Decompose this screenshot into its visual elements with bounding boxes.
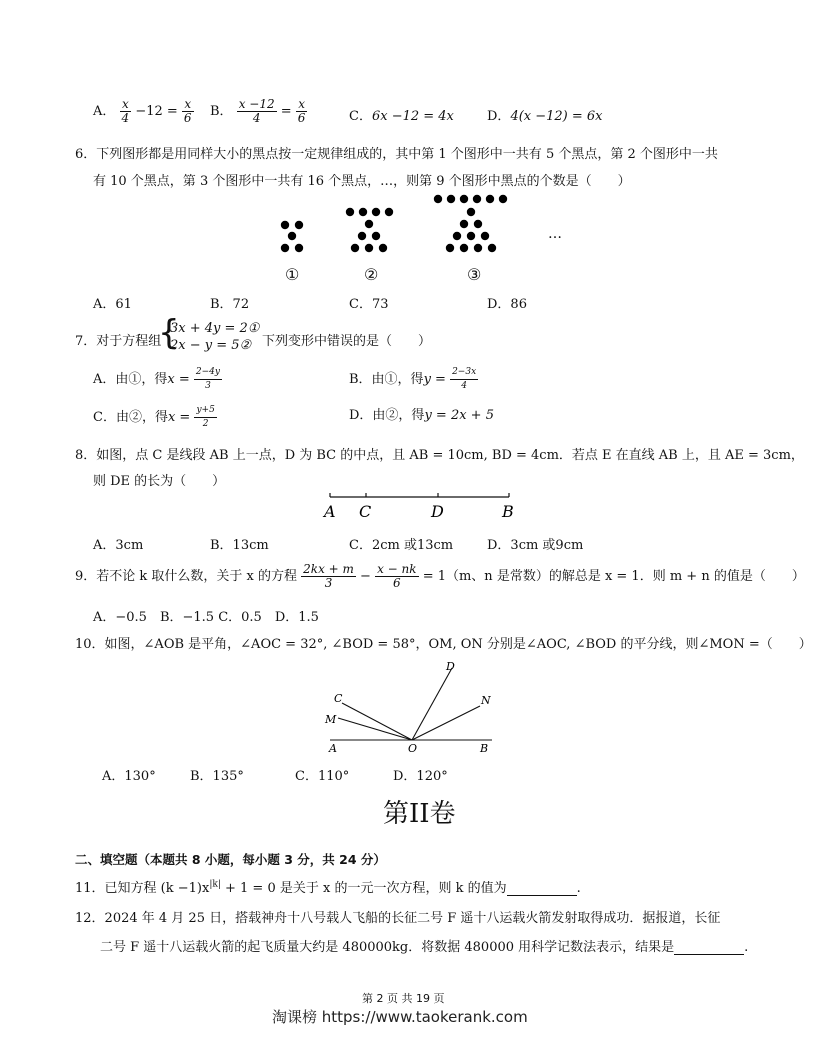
q10-point-a: A <box>329 742 337 755</box>
q11-answer-blank <box>507 883 577 896</box>
q10-point-b: B <box>480 742 489 755</box>
q12-text-line2: 二号 F 遥十八运载火箭的起飞质量大约是 480000kg．将数据 480000 用科学记数法表示，结果是 . <box>100 940 749 955</box>
q10-point-o: O <box>408 742 418 755</box>
q7-option-d: D．由②，得y = 2x + 5 <box>349 408 494 423</box>
q10-option-c: C．110° <box>295 769 350 784</box>
q10-point-m: M <box>325 713 337 726</box>
q6-fig-label-3: ③ <box>467 265 482 284</box>
q9-options: A．−0.5 B．−1.5 C．0.5 D．1.5 <box>93 610 319 625</box>
q6-option-b: B．72 <box>210 297 250 312</box>
q8-point-a: A <box>324 502 336 521</box>
q10-point-d: D <box>446 660 455 673</box>
q7-brace: { <box>158 313 180 353</box>
q5-option-a: A． $\frac{x}{4}$ −12 = $\frac{x}{6}$ <box>93 97 192 125</box>
q7-suffix: 下列变形中错误的是（ ） <box>262 334 432 349</box>
q6-option-d: D．86 <box>487 297 527 312</box>
q9-equation-line: 9．若不论 k 取什么数，关于 x 的方程 $\frac{2kx + m}{3}$ − $\frac{x - nk}{6}$ = 1（m、n 是常数）的解总是 x = 1．则 m + n 的值是（ ） <box>75 562 805 590</box>
q8-point-d: D <box>431 502 444 521</box>
q12-text-line1: 12．2024 年 4 月 25 日，搭载神舟十八号载人飞船的长征二号 F 遥十八运载火箭发射取得成功．据报道，长征 <box>75 911 721 926</box>
q10-option-d: D．120° <box>393 769 448 784</box>
q6-dot-figures <box>270 192 570 287</box>
section-title: 第II卷 <box>383 799 456 829</box>
q8-point-b: B <box>502 502 514 521</box>
q5-option-b: B． $\frac{x -12}{4}$ = $\frac{x}{6}$ <box>210 97 306 125</box>
q8-option-c: C．2cm 或13cm <box>349 538 454 553</box>
q6-ellipsis: … <box>548 226 562 242</box>
q8-segment-figure <box>318 488 528 524</box>
q8-point-c: C <box>359 502 372 521</box>
q8-option-b: B．13cm <box>210 538 269 553</box>
part2-heading: 二、填空题（本题共 8 小题，每小题 3 分，共 24 分） <box>75 852 386 867</box>
q10-angle-figure <box>322 656 502 756</box>
q10-text-line1: 10．如图，∠AOB 是平角，∠AOC = 32°, ∠BOD = 58°，OM, ON 分别是∠AOC, ∠BOD 的平分线，则∠MON =（ ） <box>75 637 812 652</box>
q7-eq2: 2x − y = 5② <box>170 338 252 353</box>
q8-text-line2: 则 DE 的长为（ ） <box>93 474 226 489</box>
q6-fig-label-1: ① <box>285 265 300 284</box>
q5-option-d: D．4(x −12) = 6x <box>487 109 603 124</box>
q8-option-a: A．3cm <box>93 538 144 553</box>
q6-option-a: A．61 <box>93 297 132 312</box>
q10-option-a: A．130° <box>102 769 156 784</box>
q10-point-n: N <box>481 694 491 707</box>
dot-figure-3 <box>434 195 507 252</box>
q6-text-line2: 有 10 个黑点，第 3 个图形中一共有 16 个黑点，…，则第 9 个图形中黑点的个数是（ ） <box>93 174 631 189</box>
q7-option-c: C．由②，得x = $\frac{y+5}{2}$ <box>93 405 215 429</box>
watermark: 淘课榜 https://www.taokerank.com <box>272 1008 528 1026</box>
q7-option-a: A．由①，得x = $\frac{2-4y}{3}$ <box>93 367 220 391</box>
q12-answer-blank <box>674 942 744 955</box>
dot-figure-1 <box>281 221 303 252</box>
q5-option-c: C．6x −12 = 4x <box>349 109 454 124</box>
q7-eq1: 3x + 4y = 2① <box>170 321 260 336</box>
q7-system <box>170 320 259 354</box>
q7-option-b: B．由①，得y = $\frac{2-3x}{4}$ <box>349 367 477 391</box>
q10-option-b: B．135° <box>190 769 244 784</box>
q6-option-c: C．73 <box>349 297 389 312</box>
q11-text: 11．已知方程 $(k -1)x^{|k|} + 1 = 0$ 是关于 x 的一元一次方程，则 k 的值为 . <box>75 879 581 896</box>
q6-fig-label-2: ② <box>364 265 379 284</box>
q7-prefix: 7．对于方程组 <box>75 334 162 349</box>
q10-point-c: C <box>334 692 343 705</box>
page-footer: 第 2 页 共 19 页 <box>362 992 445 1005</box>
dot-figure-2 <box>346 208 393 252</box>
q8-option-d: D．3cm 或9cm <box>487 538 584 553</box>
q6-text-line1: 6．下列图形都是用同样大小的黑点按一定规律组成的，其中第 1 个图形中一共有 5 个黑点，第 2 个图形中一共 <box>75 147 718 162</box>
q8-text-line1: 8．如图，点 C 是线段 AB 上一点，D 为 BC 的中点，且 AB = 10cm, BD = 4cm．若点 E 在直线 AB 上，且 AE = 3cm， <box>75 448 804 463</box>
